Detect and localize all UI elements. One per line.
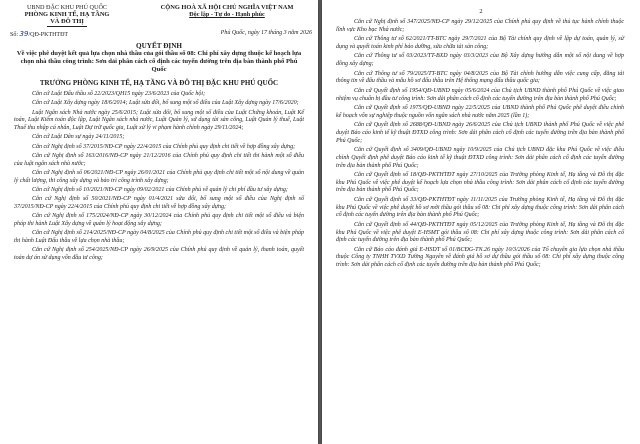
legal-basis-paragraph: Căn cứ Nghị định số 06/2021/NĐ-CP ngày 26/01/2021 của Chính phủ quy định chi tiết một số nội dung về quản lý chất lượng, thi công xây dựng và bảo trì công trình xây dựng; <box>14 169 304 184</box>
legal-basis-paragraph: Căn cứ Nghị định số 50/2021/NĐ-CP ngày 01/4/2021 sửa đổi, bổ sung một số điều của Nghị định số 37/2015/NĐ-CP ngày 22/4/2015 của Chính phủ quy định chi tiết về hợp đồng xây dựng; <box>14 196 304 210</box>
legal-basis-paragraph: Căn cứ Quyết định số 33/QĐ-PKTHTĐT ngày 11/11/2025 của Trưởng phòng Kinh tế, Hạ tầng và Đô thị đặc khu Phú Quốc về việc phê duyệt hồ sơ mời thầu gói thầu số 08: Chi phí xây dựng thuộc công trình: Sơn dải phân cách cố định các tuyến đường trên địa bàn thành phố Phú Quốc; <box>336 196 624 219</box>
national-motto <box>142 4 312 27</box>
document-header <box>0 0 318 27</box>
agency-line-1: UBND ĐẶC KHU PHÚ QUỐC <box>26 4 108 11</box>
legal-basis-paragraph: Căn cứ Nghị định số 37/2015/NĐ-CP ngày 22/4/2015 của Chính phủ quy định chi tiết về hợp đồng xây dựng; <box>32 143 296 150</box>
motto: Độc lập - Tự do - Hạnh phúc <box>189 11 265 18</box>
country-name: CỘNG HOÀ XÃ HỘI CHỦ NGHĨA VIỆT NAM <box>160 4 294 11</box>
document-page-2 <box>322 0 640 444</box>
number-suffix: /QĐ-PKTHTĐT <box>28 32 69 38</box>
legal-basis-paragraph: Căn cứ Luật Xây dựng ngày 18/6/2014; Luật sửa đổi, bổ sung một số điều của Luật Xây dựng ngày 17/6/2020; <box>32 100 299 107</box>
issuing-authority: TRƯỞNG PHÒNG KINH TẾ, HẠ TẦNG VÀ ĐÔ THỊ ĐẶC KHU PHÚ QUỐC <box>39 79 279 87</box>
legal-basis-paragraph: Căn cứ Báo cáo đánh giá E-HSDT số 01/BCĐG-TN.26 ngày 10/3/2026 của Tổ chuyên gia lựa chọn nhà thầu thuộc Công ty TNHH TVXD Tường Nguyên về đánh giá hồ sơ dự thầu gói thầu số 08: Chi phí xây dựng thuộc công trình: Sơn dải phân cách cố định các tuyến đường trên địa bàn thành phố Phú Quốc; <box>336 246 624 269</box>
agency-line-3: VÀ ĐÔ THỊ <box>50 18 84 25</box>
agency-underline <box>47 26 87 27</box>
document-number-line <box>0 27 318 38</box>
legal-basis-paragraph: Căn cứ Quyết định số 3409/QĐ-UBND ngày 10/9/2025 của Chủ tịch UBND đặc khu Phú Quốc về việc điều chỉnh Quyết định phê duyệt Báo cáo kinh tế kỹ thuật ĐTXD công trình: Sơn dải phân cách cố định các tuyến đường trên địa bàn thành phố Phú Quốc; <box>336 147 624 169</box>
number-handwritten: 39 <box>19 30 29 38</box>
legal-basis-list <box>0 91 318 263</box>
legal-basis-paragraph: Căn cứ Nghị định số 163/2016/NĐ-CP ngày 21/12/2016 của Chính phủ quy định chi tiết thi hành một số điều của luật ngân sách nhà nước; <box>14 152 304 167</box>
legal-basis-paragraph: Căn cứ Nghị định số 347/2025/NĐ-CP ngày 29/12/2025 của Chính phủ quy định về thủ tục hành chính thuộc lĩnh vực Kho bạc Nhà nước; <box>336 19 624 33</box>
legal-basis-paragraph: Căn cứ Luật Đấu thầu số 22/2023/QH15 ngày 23/6/2023 của Quốc hội; <box>32 91 206 97</box>
legal-basis-paragraph: Căn cứ Nghị định số 214/2025/NĐ-CP ngày 04/8/2025 của Chính phủ quy định chi tiết một số điều và biện pháp thi hành Luật Đấu thầu về lựa chọn nhà thầu; <box>14 230 304 244</box>
place-date: Phú Quốc, ngày 17 tháng 3 năm 2026 <box>220 30 312 36</box>
legal-basis-paragraph: Căn cứ Thông tư số 62/2021/TT-BTC ngày 29/7/2021 của Bộ Tài chính quy định về lập dự toán, quản lý, sử dụng và quyết toán kinh phí bảo dưỡng, sửa chữa tài sản công; <box>336 36 624 50</box>
page-number: 2 <box>479 8 483 15</box>
legal-basis-paragraph: Căn cứ Quyết định số 44/QĐ-PKTHTĐT ngày 05/12/2025 của Trưởng phòng Kinh tế, Hạ tầng và Đô thị đặc khu Phú Quốc về việc phê duyệt E-HSMT gói thầu số 08: Chi phí xây dựng thuộc công trình: Sơn dải phân cách cố định các tuyến đường trên địa bàn thành phố Phú Quốc; <box>336 221 624 244</box>
legal-basis-list-continued <box>322 15 640 270</box>
agency-line-2: PHÒNG KINH TẾ, HẠ TẦNG <box>24 11 110 18</box>
legal-basis-paragraph: Căn cứ Thông tư số 03/2023/TT-BXD ngày 03/3/2023 của Bộ Xây dựng hướng dẫn một số nội dung về hợp đồng xây dựng; <box>336 53 624 68</box>
title-block <box>0 42 318 87</box>
number-prefix: Số: <box>10 32 19 38</box>
legal-basis-paragraph: Căn cứ Quyết định số 2688/QĐ-UBND ngày 26/6/2025 của Chủ tịch UBND thành phố Phú Quốc về việc phê duyệt Báo cáo kinh tế kỹ thuật ĐTXD công trình: Sơn dải phân cách cố định các tuyến đường trên địa bàn thành phố Phú Quốc; <box>336 122 624 144</box>
legal-basis-paragraph: Căn cứ Quyết định số 1954/QĐ-UBND ngày 05/6/2024 của Chủ tịch UBND thành phố Phú Quốc về việc giao nhiệm vụ chuẩn bị đầu tư công trình: Sơn dải phân cách cố định các tuyến đường trên địa bàn thành phố Phú Quốc; <box>336 87 624 102</box>
legal-basis-paragraph: Căn cứ Quyết định số 18/QĐ-PKTHTĐT ngày 27/10/2025 của Trưởng phòng Kinh tế, Hạ tầng và Đô thị đặc khu Phú Quốc về việc phê duyệt kế hoạch lựa chọn nhà thầu công trình: Sơn dải phân cách cố định các tuyến đường trên địa bàn thành phố Phú Quốc; <box>336 172 624 194</box>
document-number <box>10 30 68 38</box>
legal-basis-paragraph: Căn cứ Nghị định số 10/2021/NĐ-CP ngày 09/02/2021 của Chính phủ về quản lý chi phí đầu tư xây dựng; <box>32 186 288 193</box>
decision-title: QUYẾT ĐỊNH <box>136 42 182 50</box>
issuing-agency <box>8 4 126 27</box>
decision-subject: Về việc phê duyệt kết quả lựa chọn nhà thầu của gói thầu số 08: Chi phí xây dựng thuộc kế hoạch lựa chọn nhà thầu công trình: Sơn dải phân cách cố định các tuyến đường trên địa bàn thành phố Phú Quốc <box>16 50 302 73</box>
legal-basis-paragraph: Căn cứ Luật Dân sự ngày 24/11/2015; <box>32 134 125 141</box>
legal-basis-paragraph: Căn cứ Nghị định số 254/2025/NĐ-CP ngày 26/9/2025 của Chính phủ quy định về quản lý, thanh toán, quyết toán dự án sử dụng vốn đầu tư công; <box>14 247 304 261</box>
legal-basis-paragraph: Căn cứ Quyết định số 1975/QĐ-UBND ngày 22/5/2025 của UBND thành phố Phú Quốc phê duyệt điều chỉnh kế hoạch vốn sự nghiệp thuộc nguồn vốn ngân sách nhà nước năm 2025 (lần 1); <box>336 105 624 119</box>
legal-basis-paragraph: Luật Ngân sách Nhà nước ngày 25/6/2015; Luật sửa đổi, bổ sung một số điều của Luật Chứng khoán, Luật Kế toán, Luật Kiểm toán độc lập, Luật Ngân sách nhà nước, Luật Quản lý, sử dụng tài sản công, Luật Quản lý thuế, Luật Thuế thu nhập cá nhân, Luật Dự trữ quốc gia, Luật xử lý vi phạm hành chính ngày 29/11/2024; <box>14 109 304 131</box>
document-page-1 <box>0 0 318 444</box>
legal-basis-paragraph: Căn cứ Thông tư số 79/2025/TT-BTC ngày 04/8/2025 của Bộ Tài chính hướng dẫn việc cung cấp, đăng tải thông tin về đấu thầu và mẫu hồ sơ đấu thầu trên Hệ thống mạng đấu thầu quốc gia; <box>336 70 624 85</box>
legal-basis-paragraph: Căn cứ Nghị định số 175/2024/NĐ-CP ngày 30/12/2024 của Chính phủ quy định chi tiết một số điều và biện pháp thi hành Luật Xây dựng về quản lý hoạt động xây dựng; <box>14 213 304 227</box>
